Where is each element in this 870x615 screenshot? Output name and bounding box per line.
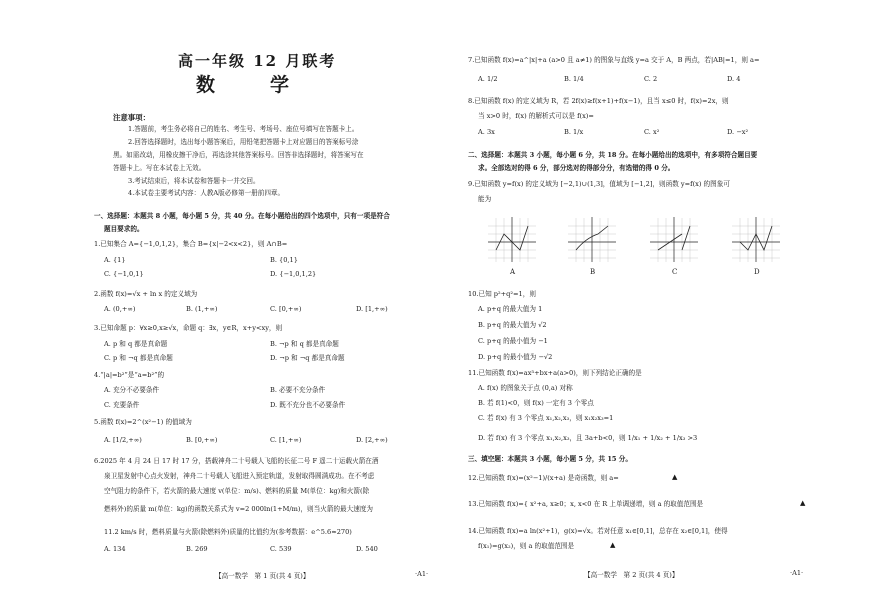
option: B. p+q 的最大值为 √2 — [478, 321, 547, 329]
exam-subject: 数 学 — [196, 74, 308, 96]
option: B. 269 — [186, 545, 208, 553]
option: D. 540 — [356, 545, 378, 553]
answer-blank[interactable]: ▲ — [610, 541, 616, 549]
option: D. p+q 的最小值为 −√2 — [478, 353, 553, 361]
question-9: 9.已知函数 y=f(x) 的定义域为 [−2,1)∪(1,3]，值域为 [−1,2]，则函数 y=f(x) 的图象可 — [468, 180, 730, 188]
option: C. [1,+∞) — [270, 436, 302, 444]
option: D. 既不充分也不必要条件 — [270, 401, 346, 409]
option: C. 充要条件 — [104, 401, 140, 409]
option: A. 3x — [478, 128, 495, 136]
option: A. 1/2 — [478, 75, 498, 83]
question-10: 10.已知 p²+q²=1，则 — [468, 290, 536, 298]
section-1-heading: 一、选择题：本题共 8 小题，每小题 5 分，共 40 分。在每小题给出的四个选项中，只有一项是符合 — [94, 212, 390, 220]
notes-title: 注意事项： — [113, 113, 150, 122]
question-6-line: 11.2 km/s 时，燃料质量与火箭(除燃料外)质量的比值约为(参考数据：e^5.6≈270) — [104, 528, 352, 536]
option: D. 4 — [727, 75, 741, 83]
question-6-line: 燃料外)的质量 m(单位：kg)的函数关系式为 v=2 000ln(1+M/m)，则当火箭的最大速度为 — [104, 505, 373, 513]
answer-blank[interactable]: ▲ — [800, 499, 806, 507]
note-line: 答题卡上。写在本试卷上无效。 — [113, 164, 206, 172]
option: A. (0,+∞) — [104, 305, 136, 313]
section-2-heading-cont: 求。全部选对的得 6 分，部分选对的得部分分，有选错的得 0 分。 — [478, 164, 675, 172]
graph-c — [648, 214, 700, 264]
page-mark: ·A1· — [790, 569, 804, 577]
option: B. [0,+∞) — [186, 436, 218, 444]
option: D. [1,+∞) — [356, 305, 388, 313]
question-6: 6.2025 年 4 月 24 日 17 时 17 分，搭载神舟二十号载人飞船的长征二号 F 遥二十运载火箭在酒 — [94, 457, 379, 465]
question-8-line: 当 x>0 时，f(x) 的解析式可以是 f(x)= — [478, 112, 594, 120]
question-1: 1.已知集合 A={−1,0,1,2}，集合 B={x|−2<x<2}，则 A∩B= — [94, 240, 288, 248]
option: A. f(x) 的图象关于点 (0,a) 对称 — [478, 384, 573, 392]
page-footer: 【高一数学 第 1 页(共 4 页)】 — [215, 572, 310, 580]
section-1-heading-cont: 题目要求的。 — [104, 225, 144, 233]
graph-label: D — [754, 268, 760, 276]
option: B. 1/x — [564, 128, 584, 136]
option: A. {1} — [104, 256, 126, 264]
graph-b — [566, 214, 618, 264]
option: C. {−1,0,1} — [104, 270, 144, 278]
option: A. [1/2,+∞) — [104, 436, 142, 444]
question-6-line: 空气阻力的条件下，若火箭的最大速度 v(单位：m/s)、燃料的质量 M(单位：kg)和火箭(除 — [104, 487, 370, 495]
question-14: 14.已知函数 f(x)=a ln(x²+1)，g(x)=√x。若对任意 x₁∈[0,1]，总存在 x₂∈[0,1]，使得 — [468, 527, 728, 535]
question-3: 3.已知命题 p：∀x≥0,x≥√x，命题 q：∃x，y∈R，x+y<xy，则 — [94, 324, 283, 332]
option: C. 2 — [644, 75, 658, 83]
note-line: 2.回答选择题时，选出每小题答案后，用铅笔把答题卡上对应题目的答案标号涂 — [128, 138, 359, 146]
answer-blank[interactable]: ▲ — [672, 473, 678, 481]
note-line: 3.考试结束后，将本试卷和答题卡一并交回。 — [128, 177, 260, 185]
option: B. {0,1} — [270, 256, 298, 264]
question-6-line: 泉卫星发射中心点火发射，神舟二十号载人飞船进入预定轨道，发射取得圆满成功。在不考虑 — [104, 472, 375, 480]
graph-label: A — [510, 268, 516, 276]
option: C. 若 f(x) 有 3 个零点 x₁,x₂,x₃，则 x₁x₂x₃=1 — [478, 414, 614, 422]
question-11: 11.已知函数 f(x)=ax³+bx+a(a>0)，则下列结论正确的是 — [468, 369, 642, 377]
section-2-heading: 二、选择题：本题共 3 小题，每小题 6 分，共 18 分。在每小题给出的选项中，有多项符合题目要 — [468, 151, 758, 159]
option: D. ¬p 和 ¬q 都是真命题 — [270, 354, 345, 362]
option: B. ¬p 和 q 都是真命题 — [270, 340, 339, 348]
option: D. {−1,0,1,2} — [270, 270, 317, 278]
option: C. p+q 的最小值为 −1 — [478, 337, 548, 345]
note-line: 4.本试卷主要考试内容：人教A版必修第一册前四章。 — [128, 189, 285, 197]
option: D. −x² — [727, 128, 749, 136]
graph-d — [730, 214, 782, 264]
option: B. 若 f(1)<0，则 f(x) 一定有 3 个零点 — [478, 399, 594, 407]
option: B. (1,+∞) — [186, 305, 218, 313]
note-line: 1.答题前，考生务必将自己的姓名、考生号、考场号、座位号填写在答题卡上。 — [128, 125, 359, 133]
option: A. 134 — [104, 545, 126, 553]
option: B. 1/4 — [564, 75, 584, 83]
option: C. [0,+∞) — [270, 305, 302, 313]
question-14-line: f(x₁)=g(x₂)，则 a 的取值范围是 — [478, 542, 575, 550]
option: C. x² — [644, 128, 660, 136]
page-mark: ·A1· — [415, 570, 429, 578]
graph-a — [486, 214, 538, 264]
option: A. 充分不必要条件 — [104, 386, 160, 394]
page-footer: 【高一数学 第 2 页(共 4 页)】 — [584, 571, 679, 579]
question-5: 5.函数 f(x)=2^(x²−1) 的值域为 — [94, 418, 192, 426]
exam-title: 高一年级 12 月联考 — [178, 52, 337, 70]
option: C. p 和 ¬q 都是真命题 — [104, 354, 173, 362]
question-7: 7.已知函数 f(x)=a^|x|+a (a>0 且 a≠1) 的图象与直线 y=a 交于 A，B 两点，若|AB|=1，则 a= — [468, 56, 760, 64]
question-4: 4.“|a|=b²”是“a=b²”的 — [94, 371, 165, 379]
question-13: 13.已知函数 f(x)={ x²+a, x≥0；x, x<0 在 R 上单调递增，则 a 的取值范围是 — [468, 500, 704, 508]
option: C. 539 — [270, 545, 292, 553]
graph-label: B — [590, 268, 596, 276]
section-3-heading: 三、填空题：本题共 3 小题，每小题 5 分，共 15 分。 — [468, 455, 632, 463]
graph-label: C — [672, 268, 678, 276]
note-line: 黑。如需改动，用橡皮擦干净后，再选涂其他答案标号。回答非选择题时，将答案写在 — [113, 151, 364, 159]
question-12: 12.已知函数 f(x)=(x²−1)/(x+a) 是奇函数，则 a= — [468, 474, 619, 482]
question-8: 8.已知函数 f(x) 的定义域为 R，若 2f(x)≥f(x+1)+f(x−1)，且当 x≤0 时，f(x)=2x，则 — [468, 97, 729, 105]
question-2: 2.函数 f(x)=√x + ln x 的定义域为 — [94, 290, 198, 298]
option: B. 必要不充分条件 — [270, 386, 326, 394]
option: D. [2,+∞) — [356, 436, 388, 444]
option: A. p+q 的最大值为 1 — [478, 305, 543, 313]
option: A. p 和 q 都是真命题 — [104, 340, 168, 348]
question-9-line: 能为 — [478, 195, 492, 203]
option: D. 若 f(x) 有 3 个零点 x₁,x₂,x₃，且 3a+b<0，则 1/x₁ + 1/x₂ + 1/x₃ >3 — [478, 434, 698, 442]
